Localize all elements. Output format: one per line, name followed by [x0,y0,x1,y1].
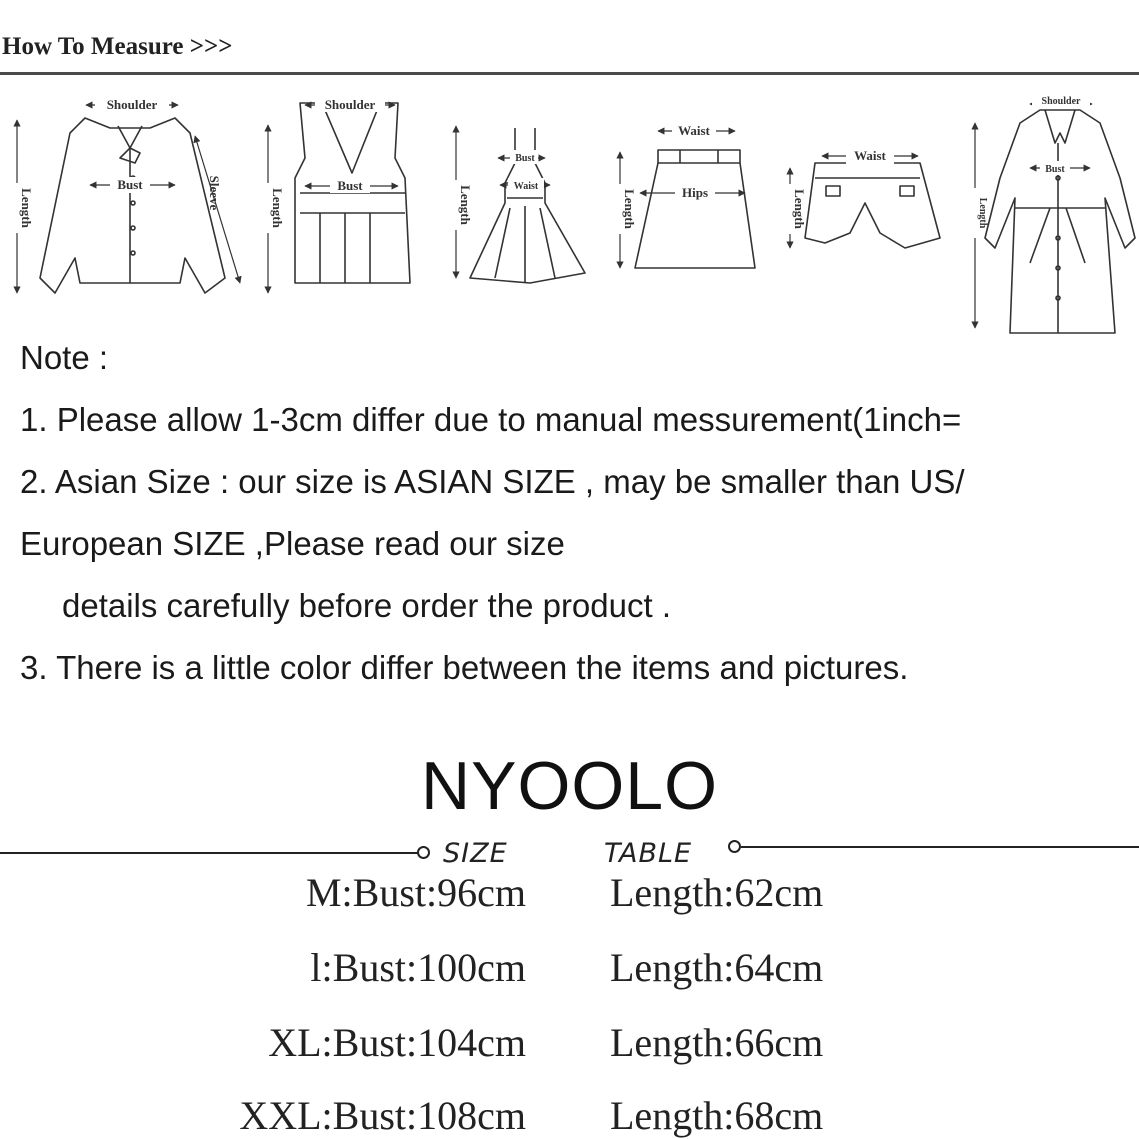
tank-length-label: Length [270,188,285,228]
note-line-3: European SIZE ,Please read our size [20,525,565,562]
size-table-label-right: TABLE [604,838,693,869]
shorts-waist-label: Waist [854,148,886,163]
shorts-length-label: Length [792,189,807,229]
skirt-hips-label: Hips [681,185,709,200]
measurement-diagrams [0,88,1139,343]
header-divider [0,72,1139,75]
size-row-1: M:Bust:96cm [305,870,526,915]
tank-shoulder-label: Shoulder [324,97,376,112]
size-table-label-left: SIZE [443,838,508,869]
size-table-rule-left [0,852,418,854]
skirt-waist-label: Waist [678,123,710,138]
note-heading: Note : [20,339,109,376]
coat-length-label: Length [977,197,988,229]
note-line-2: 2. Asian Size : our size is ASIAN SIZE , may be smaller than US/ [20,463,965,500]
coat-bust-label: Bust [1045,164,1065,175]
note-line-5: 3. There is a little color differ between the items and pictures. [20,649,909,686]
size-row-2: l:Bust:100cm [310,945,526,990]
size-table-ring-left [417,846,430,859]
size-row-3: XL:Bust:104cm [268,1020,526,1065]
size-table-rule-right [741,846,1139,848]
length-row-4: Length:68cm [610,1093,824,1138]
shirt-sleeve-label: Sleeve [207,175,222,211]
skirt-diagram [635,150,755,268]
shirt-bust-label: Bust [117,177,143,192]
page-title: How To Measure >>> [2,33,233,60]
coat-shoulder-label: Shoulder [1041,96,1081,107]
brand-logo: NYOOLO [421,748,718,824]
note-line-4: details carefully before order the product . [62,587,672,624]
shirt-length-label: Length [19,188,34,228]
dress-length-label: Length [458,185,473,225]
length-row-1: Length:62cm [610,870,824,915]
tank-bust-label: Bust [337,178,363,193]
length-row-2: Length:64cm [610,945,824,990]
coat-diagram [985,110,1135,333]
garment-illustrations [0,88,1139,343]
note-line-1: 1. Please allow 1-3cm differ due to manual messurement(1inch= [20,401,962,438]
length-row-3: Length:66cm [610,1020,824,1065]
shorts-diagram [805,163,940,248]
size-row-4: XXL:Bust:108cm [239,1093,526,1138]
dress-bust-label: Bust [515,153,535,164]
size-table-ring-right [728,840,741,853]
shirt-shoulder-label: Shoulder [106,97,158,112]
dress-waist-label: Waist [513,181,539,192]
skirt-length-label: Length [622,189,637,229]
